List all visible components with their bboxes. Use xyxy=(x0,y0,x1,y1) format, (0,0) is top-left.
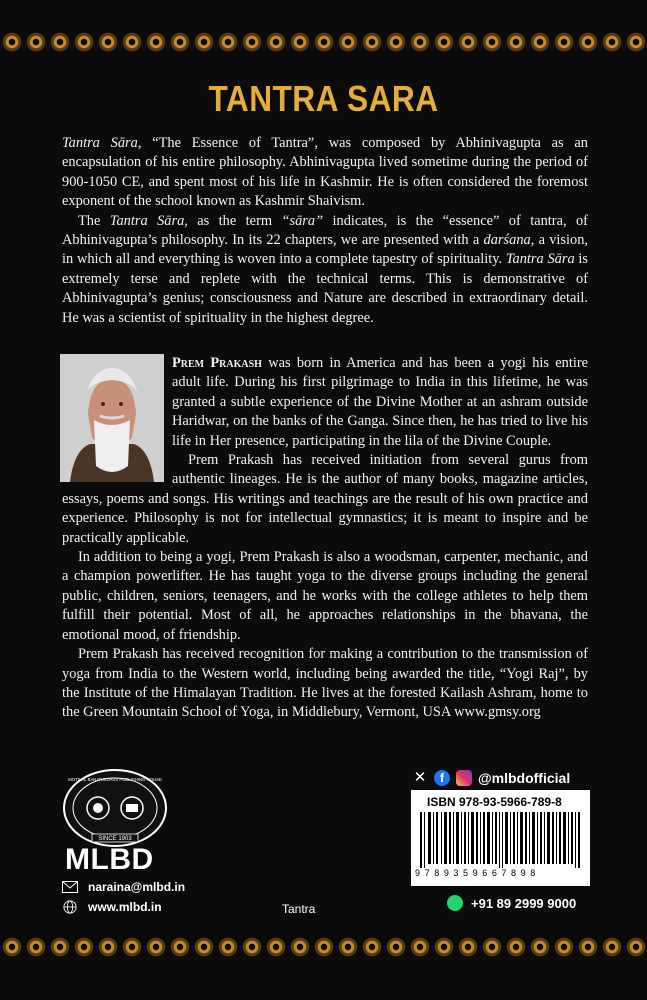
barcode-digits: 9789359667898 xyxy=(415,868,540,878)
publisher-brand: MLBD xyxy=(65,843,154,876)
publisher-seal-logo xyxy=(62,768,168,848)
envelope-icon xyxy=(62,880,78,894)
bio-paragraph-4: Prem Prakash has received recognition for making a contribution to the transmission of yoga from India to the Western world, including being awarded the title, “Yogi Raj”, by the Institute of the Himalayan Tradition. He lives at the forested Kailash Ashram, home to the Green Mountain School of Yoga, in Middlebury, Vermont, USA www.gmsy.org xyxy=(62,646,588,721)
book-synopsis xyxy=(62,134,588,328)
synopsis-paragraph-1: Tantra Sāra, “The Essence of Tantra”, was composed by Abhinivagupta as an encapsulation of his entire philosophy. Abhinivagupta lived sometime during the period of 900-1050 CE, and spent most of his life in Kashmir. He is often considered the foremost exponent of the school known as Kashmir Shaivism. xyxy=(62,135,588,210)
globe-icon xyxy=(62,900,78,914)
barcode-icon xyxy=(420,812,582,868)
book-category: Tantra xyxy=(282,902,316,916)
seal-since-text: SINCE 1903 xyxy=(98,836,132,842)
isbn-barcode-box xyxy=(411,790,590,886)
publisher-email[interactable]: naraina@mlbd.in xyxy=(88,880,186,894)
publisher-email-row xyxy=(62,880,185,894)
publisher-phone-row xyxy=(447,895,576,911)
social-handle[interactable]: @mlbdofficial xyxy=(478,770,571,786)
ornamental-border-top xyxy=(0,30,647,54)
book-title: TANTRA SARA xyxy=(208,78,439,119)
seal-top-text: MOTILAL BANARSIDASS PUBLISHING HOUSE xyxy=(68,777,162,782)
synopsis-paragraph-2: The Tantra Sāra, as the term “sāra” indicates, is the “essence” of tantra, of Abhinivagupta’s philosophy. In its 22 chapters, we are presented with a darśana, a vision, in which all and everything is woven into a complete tapestry of spirituality. Tantra Sāra is extremely terse and replete with the technical terms. This is demonstrative of Abhinivagupta’s genius; consciousness and Nature are described in extraordinary detail. He was a scientist of spirituality in the highest degree. xyxy=(62,212,589,326)
bio-paragraph-3: In addition to being a yogi, Prem Prakash is also a woodsman, carpenter, mechanic, and a champion powerlifter. He has taught yoga to the diverse groups including the general public, children, seniors, teenagers, and he works with the college athletes to help them fulfill their potential. Most of all, he approaches relationships in the bhavana, the emotional mood, of friendship. xyxy=(62,549,588,643)
instagram-icon[interactable] xyxy=(456,770,472,786)
bio-paragraph-2: Prem Prakash has received initiation from several gurus from authentic lineages. He is the author of many books, magazine articles, essays, poems and songs. His writings and teachings are the result of his own practice and experience. Philosophy is not for intellectual gymnastics; it is meant to inspire and be practically applicable. xyxy=(62,452,588,546)
bio-paragraph-1: Prem Prakash was born in America and has been a yogi his entire adult life. During his first pilgrimage to India in this lifetime, he was granted a subtle experience of the Divine Mother at an ashram outside Haridwar, on the banks of the Ganga. Since then, he has tried to live his life in Her presence, participating in the lila of the Divine Couple. xyxy=(172,355,589,449)
ornamental-border-bottom xyxy=(0,935,647,959)
author-name: Prem Prakash xyxy=(172,355,262,371)
whatsapp-icon xyxy=(447,895,463,911)
publisher-website[interactable]: www.mlbd.in xyxy=(88,900,162,914)
social-media-row xyxy=(412,767,592,789)
isbn-label: ISBN 978-93-5966-789-8 xyxy=(427,795,562,809)
publisher-phone[interactable]: +91 89 2999 9000 xyxy=(471,895,577,911)
publisher-website-row xyxy=(62,900,162,914)
facebook-icon[interactable]: f xyxy=(434,770,450,786)
author-photo xyxy=(60,354,164,482)
x-twitter-icon[interactable]: ✕ xyxy=(413,769,427,786)
